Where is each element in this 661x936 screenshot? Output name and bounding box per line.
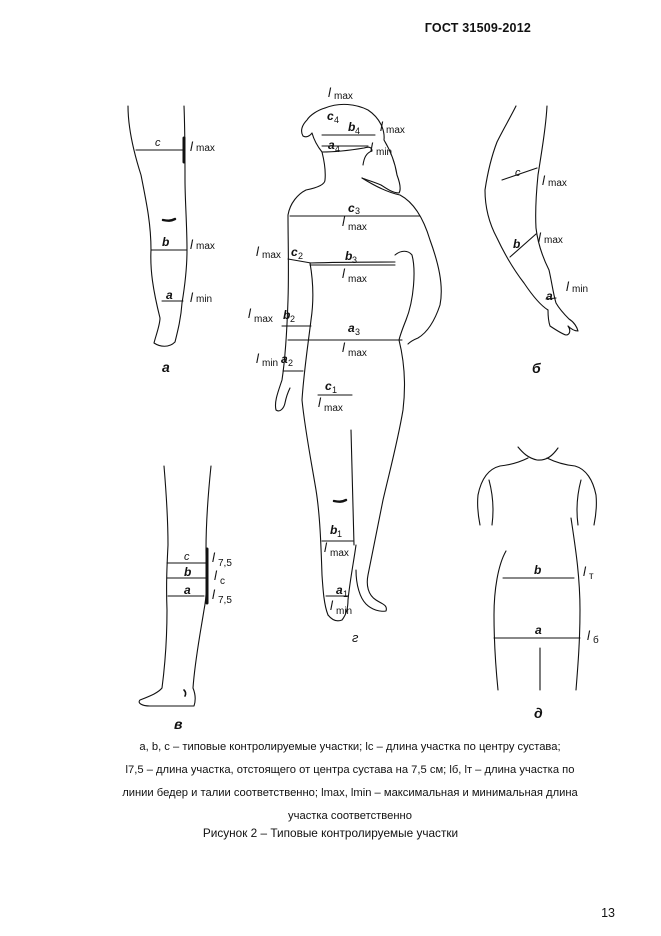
panel-b-a: a xyxy=(546,289,553,303)
panel-g-a1-sub: 1 xyxy=(343,589,349,599)
panel-d-a: a xyxy=(535,623,542,637)
panel-d-lb: l xyxy=(587,628,590,643)
legend-line-2: l7,5 – длина участка, отстоящего от центра сустава на 7,5 см; lб, lт – длина участка по xyxy=(125,764,575,776)
panel-g-b3-sub: 3 xyxy=(352,255,358,265)
panel-g-lmin-a1-sub: min xyxy=(336,606,353,617)
panel-g-c4: c xyxy=(327,109,334,123)
panel-g-lmin-a2: l xyxy=(256,351,259,366)
panel-b-b: b xyxy=(513,237,521,251)
panel-d-b: b xyxy=(534,563,542,577)
panel-v-l75a-sub: 7,5 xyxy=(218,558,232,569)
panel-v-labels xyxy=(174,550,232,732)
legend-line-3: линии бедер и талии соответственно; lmax, lmin – максимальная и минимальная длина xyxy=(122,787,578,799)
panel-g-lmax-c2: l xyxy=(256,244,259,259)
panel-v-l75b: l xyxy=(212,587,215,602)
panel-g-lmax-b4: l xyxy=(380,119,383,134)
figure-title: Рисунок 2 – Типовые контролируемые участки xyxy=(202,826,459,840)
figure-legend xyxy=(80,736,620,828)
panel-g-lmax-a3: l xyxy=(342,340,345,355)
panel-g-lmax-b4-sub: max xyxy=(386,125,405,136)
panel-g-lmax-a3-sub: max xyxy=(348,348,367,359)
panel-v-leg xyxy=(139,466,211,706)
panel-g-lmax-b3: l xyxy=(342,266,345,281)
panel-g-lmax-b2-sub: max xyxy=(254,314,273,325)
panel-b-lmax1: l xyxy=(542,173,545,188)
panel-g-b4-sub: 4 xyxy=(355,126,361,136)
standard-header: ГОСТ 31509-2012 xyxy=(424,21,531,35)
panel-b-lmax2: l xyxy=(538,230,541,245)
panel-v-b: b xyxy=(184,565,192,579)
panel-b-lmax1-sub: max xyxy=(548,178,567,189)
panel-g-lmax-b1-sub: max xyxy=(330,548,349,559)
panel-g-a4-sub: 4 xyxy=(335,144,341,154)
panel-v-lc-sub: c xyxy=(220,576,225,587)
panel-v-label: в xyxy=(174,716,183,732)
panel-g-lmax-c3: l xyxy=(342,214,345,229)
panel-d-lb-sub: б xyxy=(593,635,599,646)
panel-g-b4: b xyxy=(348,120,356,134)
panel-g-c2-sub: 2 xyxy=(298,251,304,261)
panel-a-lmax2-sub: max xyxy=(196,241,215,252)
panel-b-lmax2-sub: max xyxy=(544,235,563,246)
panel-v-l75b-sub: 7,5 xyxy=(218,595,232,606)
panel-g-b1-sub: 1 xyxy=(337,529,343,539)
panel-g-labels xyxy=(248,85,405,645)
panel-a-a: a xyxy=(166,288,173,302)
panel-a-lmax1-sub: max xyxy=(196,143,215,154)
panel-g-a3-sub: 3 xyxy=(355,327,361,337)
panel-a-lmax1: l xyxy=(190,139,193,154)
panel-a-lmin-sub: min xyxy=(196,294,213,305)
panel-a-c: c xyxy=(155,137,161,149)
panel-b-label: б xyxy=(532,360,541,376)
panel-g-lmax-c1-sub: max xyxy=(324,403,343,414)
panel-g-c4-sub: 4 xyxy=(334,115,340,125)
page-number: 13 xyxy=(601,906,615,920)
panel-g-c1-sub: 1 xyxy=(332,385,338,395)
panel-g-b3: b xyxy=(345,249,353,263)
panel-v-l75a: l xyxy=(212,550,215,565)
panel-g-lmax-head-sub: max xyxy=(334,91,353,102)
panel-g-lmax-b3-sub: max xyxy=(348,274,367,285)
panel-g-c3: c xyxy=(348,201,355,215)
panel-a-label: а xyxy=(162,359,170,375)
panel-g-lmax-head: l xyxy=(328,85,331,100)
panel-g-lmax-c1: l xyxy=(318,395,321,410)
panel-g-body xyxy=(275,104,441,620)
legend-line-4: участка соответственно xyxy=(288,810,412,822)
panel-g-lmax-b1: l xyxy=(324,540,327,555)
legend-line-1: a, b, c – типовые контролируемые участки; lс – длина участка по центру сустава; xyxy=(139,741,561,753)
panel-g-lmax-b2: l xyxy=(248,306,251,321)
panel-g-c1: c xyxy=(325,379,332,393)
panel-g-b1: b xyxy=(330,523,338,537)
panel-v-lc: l xyxy=(214,568,217,583)
panel-a-lmax2: l xyxy=(190,237,193,252)
panel-g-label: г xyxy=(352,630,359,645)
panel-d-labels xyxy=(534,563,599,721)
panel-g-c2: c xyxy=(291,245,298,259)
panel-g-lmin-a2-sub: min xyxy=(262,358,279,369)
panel-b-c: c xyxy=(515,167,521,179)
panel-v-a: a xyxy=(184,583,191,597)
panel-g-lmin-a4: l xyxy=(370,140,373,155)
panel-g-lmax-c3-sub: max xyxy=(348,222,367,233)
panel-g-b2-sub: 2 xyxy=(290,314,296,324)
panel-d-label: д xyxy=(534,705,543,721)
panel-g-c3-sub: 3 xyxy=(355,206,361,216)
panel-d-lt-sub: т xyxy=(589,571,594,582)
panel-g-lmax-c2-sub: max xyxy=(262,250,281,261)
panel-a-lmin: l xyxy=(190,290,193,305)
panel-d-lt: l xyxy=(583,564,586,579)
panel-g-a3: a xyxy=(348,321,355,335)
panel-g-lmin-a4-sub: min xyxy=(376,147,393,158)
panel-g-b2: b xyxy=(283,308,291,322)
panel-b-labels xyxy=(513,167,588,376)
panel-a-b: b xyxy=(162,235,170,249)
panel-b-arm xyxy=(485,106,578,335)
panel-g-a4: a xyxy=(328,138,335,152)
panel-b-lmin-sub: min xyxy=(572,284,589,295)
panel-g-lmin-a1: l xyxy=(330,598,333,613)
panel-v-c: c xyxy=(184,551,190,563)
panel-b-lmin: l xyxy=(566,279,569,294)
panel-g-a1: a xyxy=(336,583,343,597)
panel-g-a2: a xyxy=(281,352,288,366)
panel-g-a2-sub: 2 xyxy=(288,358,294,368)
